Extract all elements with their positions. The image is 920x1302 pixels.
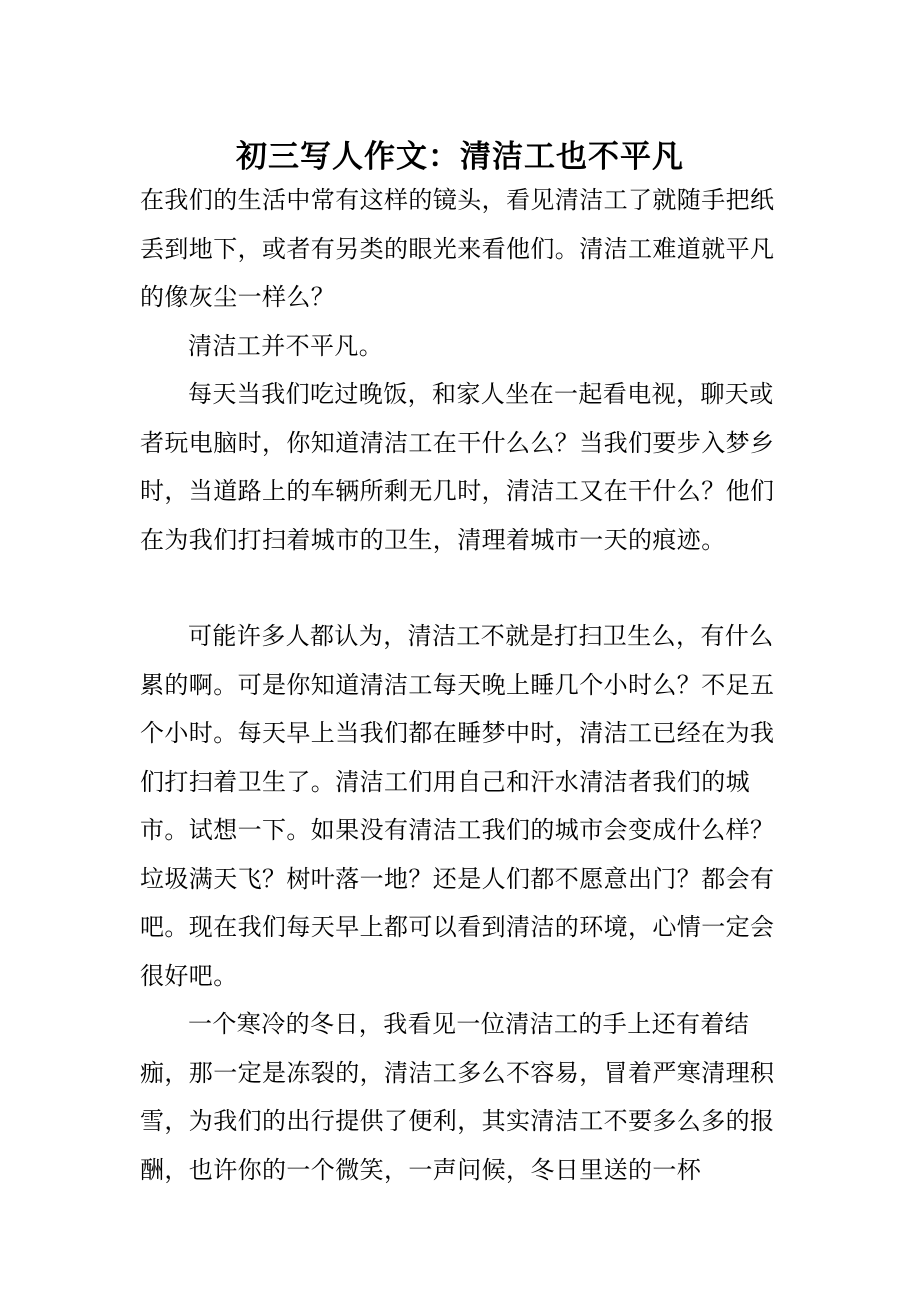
paragraph-thesis: 清洁工并不平凡。: [188, 331, 384, 360]
document-title: 初三写人作文：清洁工也不平凡: [236, 138, 684, 175]
paragraph-morning: 可能许多人都认为，清洁工不就是打扫卫生么，有什么累的啊。可是你知道清洁工每天晚上睡几个小时么？不足五个小时。每天早上当我们都在睡梦中时，清洁工已经在为我们打扫着卫生了。清洁工们用自己和汗水清洁者我们的城市。试想一下。如果没有清洁工我们的城市会变成什么样？垃圾满天飞？树叶落一地？还是人们都不愿意出门？都会有吧。现在我们每天早上都可以看到清洁的环境，心情一定会很好吧。: [140, 622, 775, 990]
document-body: [140, 176, 780, 1194]
paragraph-evening: 每天当我们吃过晚饭，和家人坐在一起看电视，聊天或者玩电脑时，你知道清洁工在干什么么？当我们要步入梦乡时，当道路上的车辆所剩无几时，清洁工又在干什么？他们在为我们打扫着城市的卫生，清理着城市一天的痕迹。: [140, 380, 775, 554]
paragraph-intro: 在我们的生活中常有这样的镜头，看见清洁工了就随手把纸丢到地下，或者有另类的眼光来看他们。清洁工难道就平凡的像灰尘一样么？: [140, 186, 775, 311]
paragraph-winter: 一个寒冷的冬日，我看见一位清洁工的手上还有着结痂，那一定是冻裂的，清洁工多么不容易，冒着严寒清理积雪，为我们的出行提供了便利，其实清洁工不要多么多的报酬，也许你的一个微笑，一声问候，冬日里送的一杯: [140, 1010, 775, 1184]
